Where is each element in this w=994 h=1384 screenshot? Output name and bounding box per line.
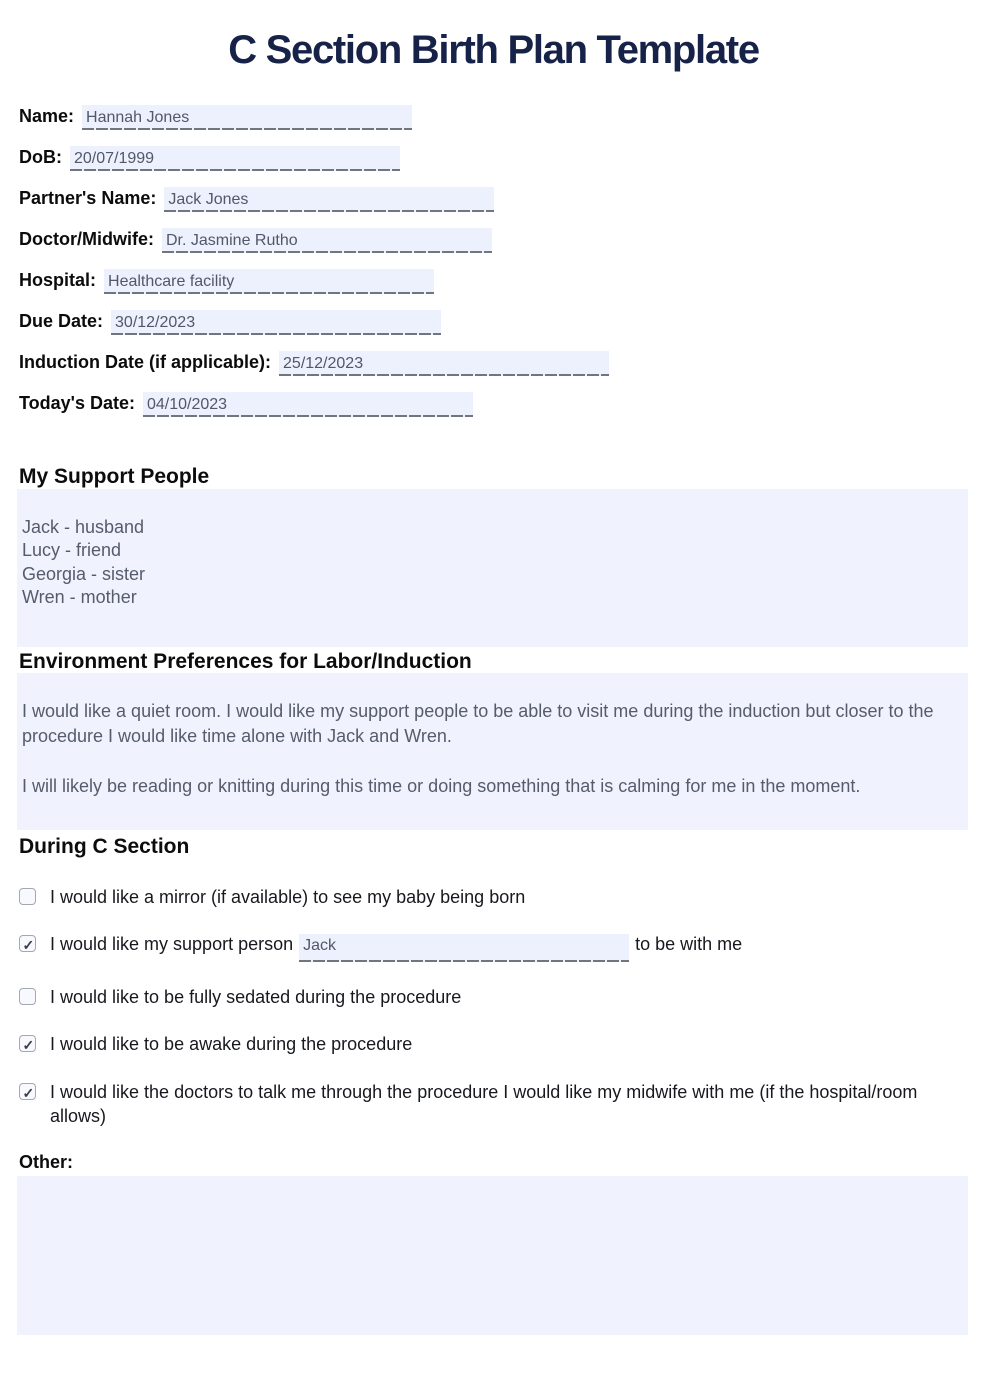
checkbox-row-mirror xyxy=(19,885,968,910)
doctors-talk-checkbox[interactable] xyxy=(19,1083,36,1100)
field-label: Hospital: xyxy=(19,270,97,290)
checkbox-label: I would like the doctors to talk me through the procedure I would like my midwife with me (if the hospital/room allows) xyxy=(50,1081,918,1127)
checkbox-label: I would like a mirror (if available) to see my baby being born xyxy=(50,886,526,907)
induction-date-input[interactable]: 25/12/2023 xyxy=(279,351,609,376)
field-induction-date xyxy=(19,351,968,376)
awake-checkbox[interactable] xyxy=(19,1035,36,1052)
support-person-checkbox[interactable] xyxy=(19,935,36,952)
field-hospital xyxy=(19,269,968,294)
field-partners-name xyxy=(19,187,968,212)
field-name xyxy=(19,105,968,130)
support-person-name-input[interactable]: Jack xyxy=(299,934,629,962)
due-date-input[interactable]: 30/12/2023 xyxy=(111,310,441,335)
section-heading-environment-preferences: Environment Preferences for Labor/Induction xyxy=(19,649,472,673)
environment-paragraph: I will likely be reading or knitting during this time or doing something that is calming for me in the moment. xyxy=(22,776,861,797)
field-label: Due Date: xyxy=(19,311,104,331)
field-dob xyxy=(19,146,968,171)
other-textarea[interactable] xyxy=(17,1176,968,1335)
field-label: DoB: xyxy=(19,147,62,167)
partners-name-input[interactable]: Jack Jones xyxy=(164,187,494,212)
checkbox-label-after: to be with me xyxy=(635,934,743,955)
section-heading-other: Other: xyxy=(19,1151,73,1172)
hospital-input[interactable]: Healthcare facility xyxy=(104,269,434,294)
section-heading-during-c-section: During C Section xyxy=(19,835,190,859)
todays-date-input[interactable]: 04/10/2023 xyxy=(143,392,473,417)
checkbox-row-awake xyxy=(19,1032,968,1057)
support-person-line: Lucy - friend xyxy=(22,540,122,561)
field-due-date xyxy=(19,310,968,335)
checkbox-label: I would like to be awake during the procedure xyxy=(50,1034,413,1055)
doctor-midwife-input[interactable]: Dr. Jasmine Rutho xyxy=(162,228,492,253)
field-todays-date xyxy=(19,392,968,417)
field-label: Partner's Name: xyxy=(19,188,157,208)
environment-preferences-textarea[interactable] xyxy=(17,673,968,830)
field-label: Name: xyxy=(19,106,75,126)
field-label: Doctor/Midwife: xyxy=(19,229,154,249)
field-doctor-midwife xyxy=(19,228,968,253)
checkbox-row-support-person xyxy=(19,932,968,962)
checkbox-label: I would like to be fully sedated during the procedure xyxy=(50,986,462,1007)
checkbox-label-before: I would like my support person xyxy=(50,934,294,955)
name-input[interactable]: Hannah Jones xyxy=(82,105,412,130)
during-c-section-checkbox-list xyxy=(19,885,968,1129)
dob-input[interactable]: 20/07/1999 xyxy=(70,146,400,171)
support-person-line: Jack - husband xyxy=(22,516,145,537)
field-label: Today's Date: xyxy=(19,393,135,413)
fully-sedated-checkbox[interactable] xyxy=(19,988,36,1005)
support-people-textarea[interactable] xyxy=(17,489,968,647)
mirror-checkbox[interactable] xyxy=(19,888,36,905)
checkbox-row-fully-sedated xyxy=(19,985,968,1010)
section-heading-support-people: My Support People xyxy=(19,465,210,488)
support-person-line: Georgia - sister xyxy=(22,563,146,584)
field-label: Induction Date (if applicable): xyxy=(19,352,272,372)
page-title: C Section Birth Plan Template xyxy=(228,28,759,72)
environment-paragraph: I would like a quiet room. I would like my support people to be able to visit me during the induction but closer to the procedure I would like time alone with Jack and Wren. xyxy=(22,701,934,747)
checkbox-label xyxy=(50,932,968,962)
support-person-line: Wren - mother xyxy=(22,587,137,608)
checkbox-row-doctors-talk xyxy=(19,1080,968,1129)
